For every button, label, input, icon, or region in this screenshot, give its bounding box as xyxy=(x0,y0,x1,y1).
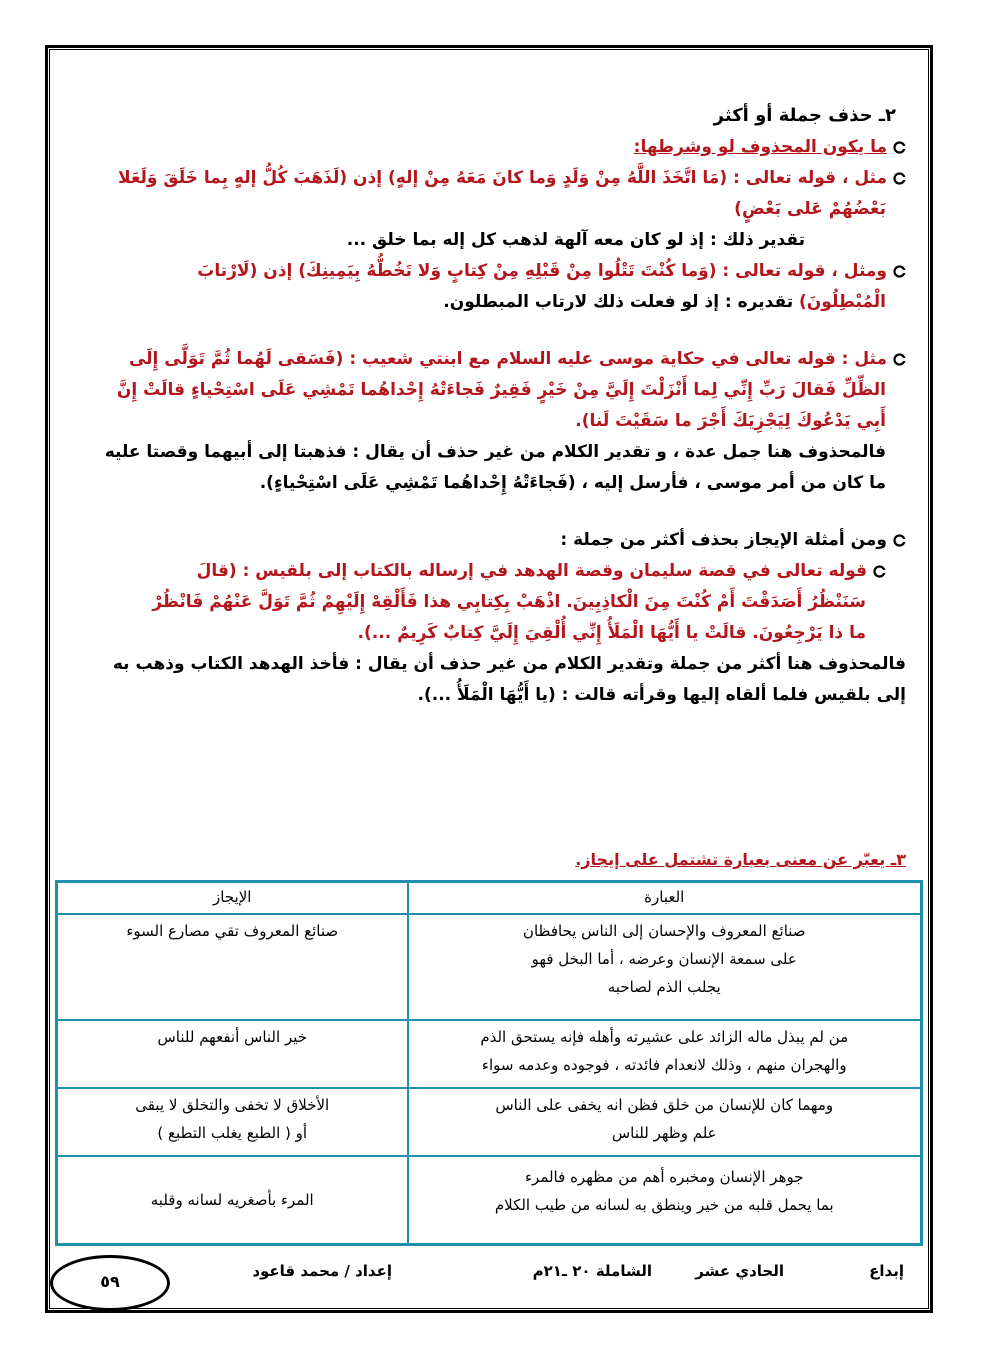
page-number: ٥٩ xyxy=(50,1255,170,1311)
cell-ibara xyxy=(408,1156,922,1244)
bullet-c-icon xyxy=(893,172,906,185)
section3-heading: ٣ـ يعبّر عن معنى بعبارة تشتمل على إيجاز. xyxy=(575,850,906,869)
table-row xyxy=(57,914,922,1020)
cell-ibara xyxy=(408,1088,922,1156)
example2-text-1: ومثل ، قوله تعالى : (وَما كُنْتَ تَتْلُوا مِنْ قَبْلِهِ مِنْ كِتابٍ وَلا تَخُطُّهُ بِيَمِينِكَ) إذن (لَارْتابَ xyxy=(197,261,887,281)
example4-expl1: فالمحذوف هنا أكثر من جملة وتقدير الكلام من غير حذف أن يقال : فأخذ الهدهد الكتاب وذهب به xyxy=(112,654,906,674)
example3-text-1: مثل : قوله تعالى في حكاية موسى عليه السلام مع ابنتي شعيب : (فَسَقى لَهُما ثُمَّ تَوَلَّى إِلَى xyxy=(128,349,887,369)
example2-line1 xyxy=(60,256,920,287)
footer-grade: الحادي عشر xyxy=(695,1262,784,1280)
example4-text-1: قوله تعالى في قصة سليمان وقصة الهدهد في إرساله بالكتاب إلى بلقيس : (قالَ xyxy=(196,561,867,581)
header-ijaz: الإيجاز xyxy=(57,882,408,915)
example3-line3: أَبِي يَدْعُوكَ لِيَجْزِيَكَ أَجْرَ ما سَقَيْتَ لَنا). xyxy=(575,411,886,431)
cell-ibara xyxy=(408,1020,922,1088)
cell-line: بما يحمل قلبه من خير وينطق به لسانه من طيب الكلام xyxy=(494,1196,834,1214)
example4-line3: ما ذا يَرْجِعُونَ. قالَتْ يا أَيُّهَا الْمَلَأُ إِنِّي أُلْقِيَ إِلَيَّ كِتابٌ كَرِيمٌ ...). xyxy=(357,623,866,643)
example4-expl2: إلى بلقيس فلما ألقاه إليها وقرأته قالت : (يا أَيُّهَا الْمَلَأُ ...). xyxy=(417,685,906,705)
table-header-row xyxy=(57,882,922,915)
condition-text: ما يكون المحذوف لو وشرطها: xyxy=(633,137,887,157)
example3-line1 xyxy=(60,344,920,375)
table-row xyxy=(57,1156,922,1244)
more-examples-text: ومن أمثلة الإيجاز بحذف أكثر من جملة : xyxy=(560,530,887,550)
cell-line: صنائع المعروف تقي مصارع السوء xyxy=(126,922,339,940)
cell-line: من لم يبذل ماله الزائد على عشيرته وأهله فإنه يستحق الذم xyxy=(480,1028,849,1046)
bullet-c-icon xyxy=(893,265,906,278)
more-examples-heading xyxy=(60,525,920,556)
cell-line: صنائع المعروف والإحسان إلى الناس يحافظان xyxy=(522,922,806,940)
cell-ijaz xyxy=(57,1020,408,1088)
example2-verse-end: الْمُبْطِلُونَ) xyxy=(799,292,886,312)
cell-line: جوهر الإنسان ومخبره أهم من مظهره فالمرء xyxy=(524,1168,804,1186)
bullet-c-icon xyxy=(893,141,906,154)
bullet-c-icon xyxy=(873,565,886,578)
footer-book: الشاملة ٢٠ ـ٢١م xyxy=(532,1262,652,1280)
bullet-c-icon xyxy=(893,534,906,547)
example1-tqdir: تقدير ذلك : إذ لو كان معه آلهة لذهب كل إله بما خلق ... xyxy=(346,230,805,250)
cell-line: والهجران منهم ، وذلك لانعدام فائدته ، فوجوده وعدمه سواء xyxy=(481,1056,847,1074)
cell-line: يجلب الذم لصاحبه xyxy=(607,978,721,996)
cell-ijaz xyxy=(57,1156,408,1244)
footer-author: إعداد / محمد قاعود xyxy=(252,1262,392,1280)
condition-line xyxy=(60,132,920,163)
cell-line: الأخلاق لا تخفى والتخلق لا يبقى xyxy=(135,1096,330,1114)
footer-ibda: إبداع xyxy=(869,1262,904,1280)
expressions-table xyxy=(55,880,923,1246)
table-row xyxy=(57,1088,922,1156)
example2-line2 xyxy=(60,287,920,318)
table-row xyxy=(57,1020,922,1088)
cell-line: على سمعة الإنسان وعرضه ، أما البخل فهو xyxy=(531,950,797,968)
section2-heading: ٢ـ حذف جملة أو أكثر xyxy=(713,105,896,126)
example1-line1 xyxy=(60,163,920,194)
example3-expl2: ما كان من أمر موسى ، فأرسل إليه ، (فَجاءَتْهُ إِحْداهُما تَمْشِي عَلَى اسْتِحْياءٍ). xyxy=(259,473,886,493)
cell-line: المرء بأصغريه لسانه وقلبه xyxy=(150,1190,314,1209)
bullet-c-icon xyxy=(893,353,906,366)
header-ibara: العبارة xyxy=(408,882,922,915)
cell-line: خير الناس أنفعهم للناس xyxy=(157,1028,308,1046)
example2-tqdir: تقديره : إذ لو فعلت ذلك لارتاب المبطلون. xyxy=(443,292,800,312)
example4-line1 xyxy=(60,556,920,587)
cell-ibara xyxy=(408,914,922,1020)
cell-ijaz xyxy=(57,914,408,1020)
example3-expl1: فالمحذوف هنا جمل عدة ، و تقدير الكلام من غير حذف أن يقال : فذهبتا إلى أبيهما وقصتا عليه xyxy=(104,442,886,462)
cell-line: علم وظهر للناس xyxy=(611,1124,717,1142)
cell-ijaz xyxy=(57,1088,408,1156)
cell-line: ومهما كان للإنسان من خلق فظن انه يخفى على الناس xyxy=(495,1096,834,1114)
example1-line2: بَعْضُهُمْ عَلى بَعْضٍ) xyxy=(734,199,886,219)
cell-line: أو ( الطبع يغلب التطبع ) xyxy=(157,1124,308,1142)
example3-line2: الظِّلِّ فَقالَ رَبِّ إِنِّي لِما أَنْزَلْتَ إِلَيَّ مِنْ خَيْرٍ فَقِيرٌ فَجاءَتْهُ إِحْداهُما تَمْشِي عَلَى اسْتِحْياءٍ قالَتْ إِنَّ xyxy=(116,380,886,400)
example1-text-1: مثل ، قوله تعالى : (مَا اتَّخَذَ اللَّهُ مِنْ وَلَدٍ وَما كانَ مَعَهُ مِنْ إلهٍ) إذن (لَذَهَبَ كُلُّ إلهٍ بِما خَلَقَ وَلَعَلا xyxy=(118,168,887,188)
main-content xyxy=(60,100,920,711)
example4-line2: سَنَنْظُرُ أَصَدَقْتَ أَمْ كُنْتَ مِنَ الْكاذِبِينَ. اذْهَبْ بِكِتابِي هذا فَأَلْقِهْ إِلَيْهِمْ ثُمَّ تَوَلَّ عَنْهُمْ فَانْظُرْ xyxy=(152,592,866,612)
